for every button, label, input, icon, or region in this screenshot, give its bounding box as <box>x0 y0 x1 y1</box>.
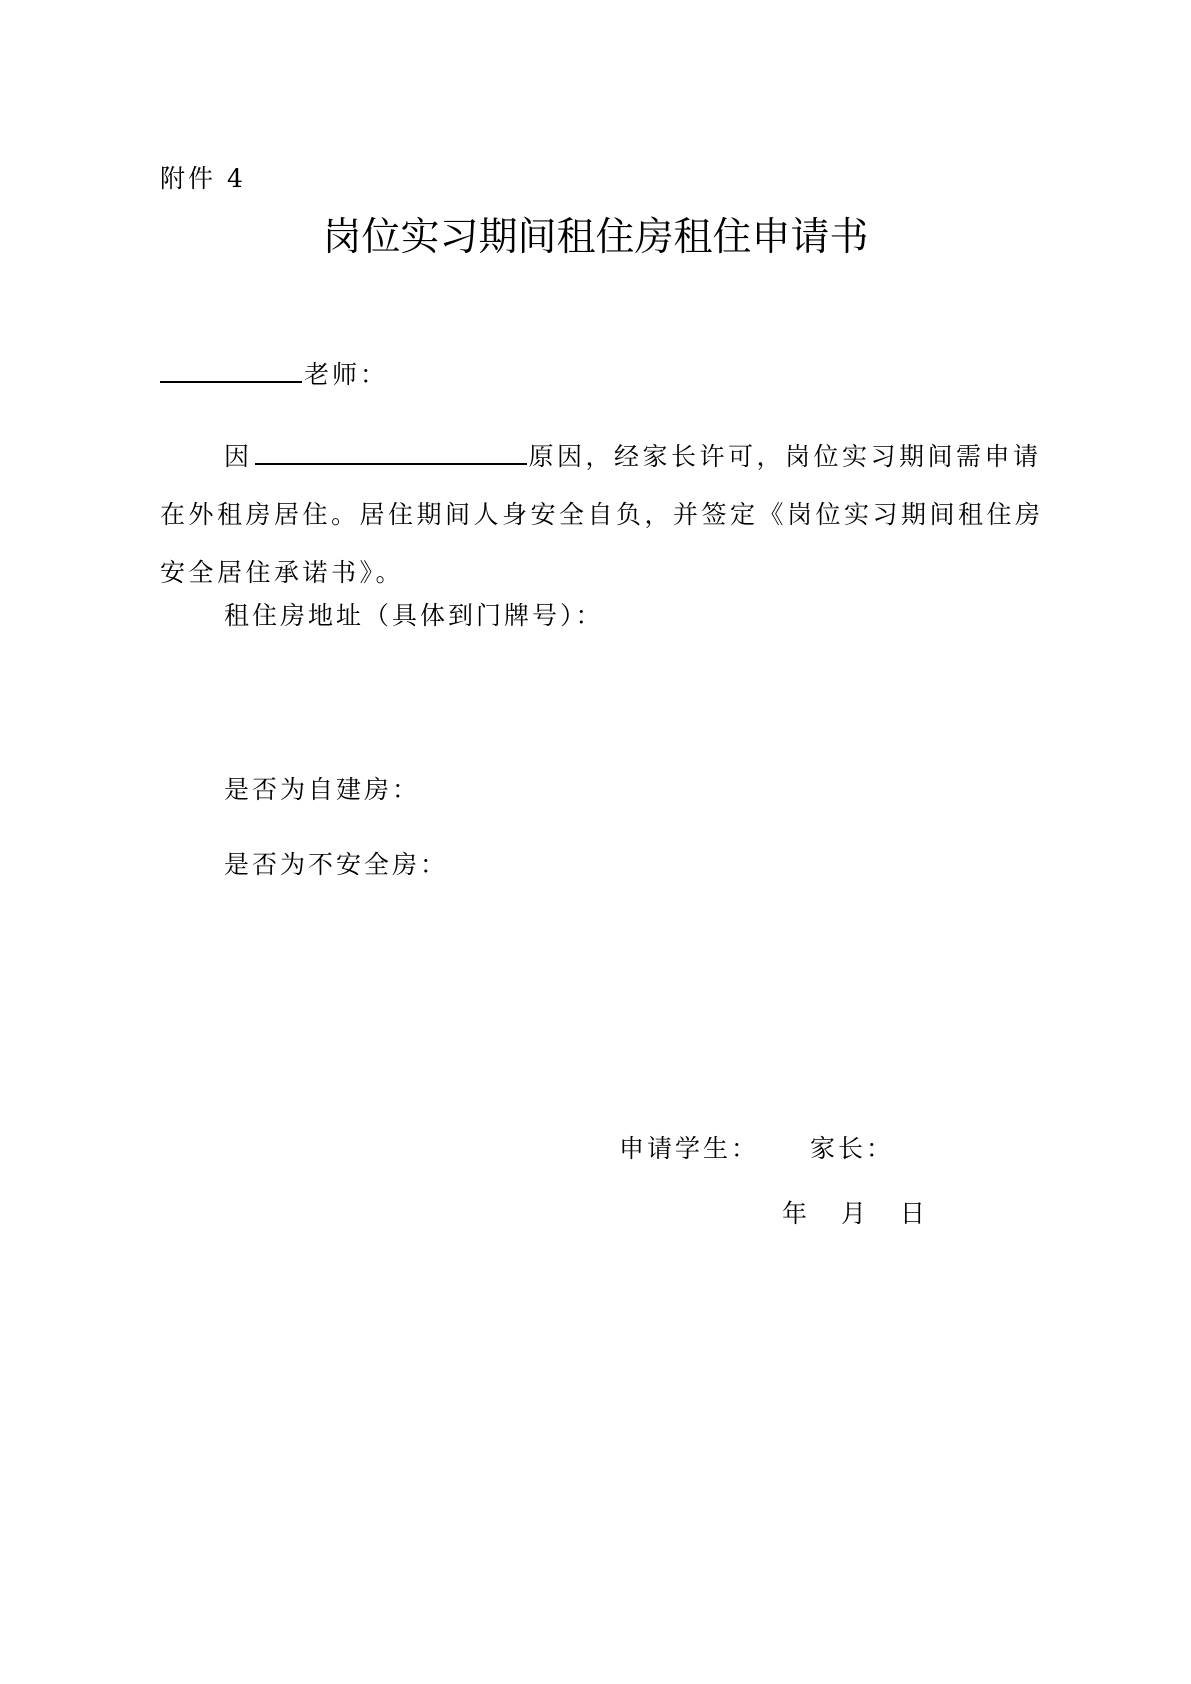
parent-signature-label: 家长： <box>810 1134 895 1163</box>
reason-blank[interactable] <box>255 441 527 465</box>
reason-prefix: 因 <box>224 442 253 471</box>
paragraph-text: 原因，经家长许可，岗位实习期间需申请在外租房居住。居住期间人身安全自负，并签定《岗位实习期间租住房安全居住承诺书》。 <box>160 442 1044 587</box>
attachment-label: 附件 4 <box>160 164 246 193</box>
student-signature-label: 申请学生： <box>619 1134 760 1163</box>
teacher-name-blank[interactable] <box>160 359 302 383</box>
year-label: 年 <box>782 1199 808 1228</box>
address-label: 租住房地址（具体到门牌号）： <box>224 601 604 630</box>
date-line <box>782 1201 951 1226</box>
month-label: 月 <box>840 1199 866 1228</box>
unsafe-house-label: 是否为不安全房： <box>224 850 449 879</box>
greeting-line <box>160 359 388 387</box>
greeting-text: 老师： <box>304 360 389 389</box>
application-paragraph <box>160 428 1050 602</box>
document-title: 岗位实习期间租住房租住申请书 <box>322 215 869 260</box>
day-label: 日 <box>899 1199 925 1228</box>
self-built-label: 是否为自建房： <box>224 775 421 804</box>
